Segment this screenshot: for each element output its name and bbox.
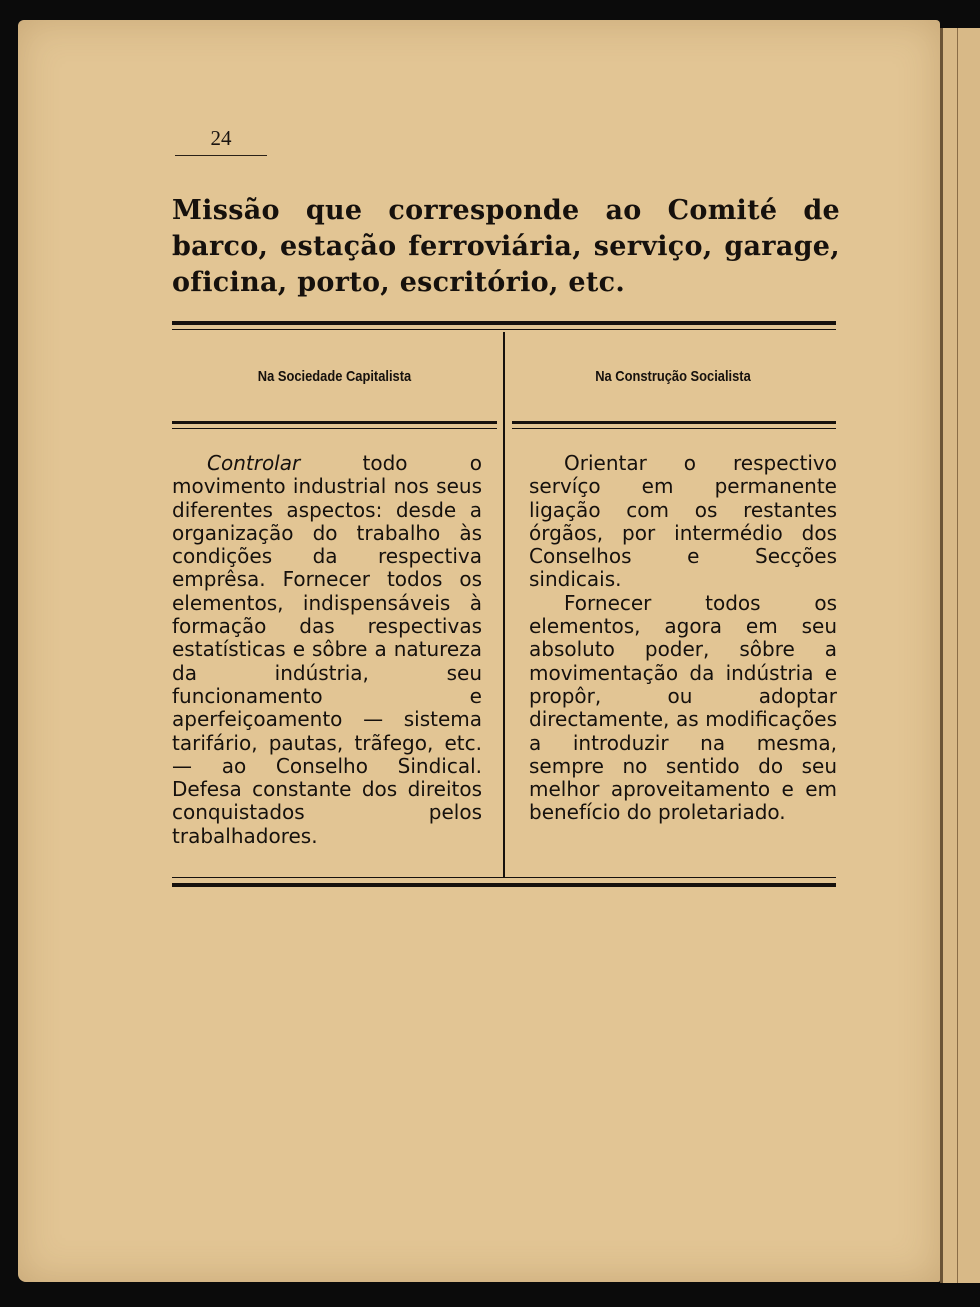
left-column-text [172, 452, 482, 848]
left-paragraph [172, 452, 482, 848]
right-header-rule [512, 421, 836, 424]
left-header-rule [172, 421, 497, 424]
bottom-rule-thin [172, 877, 836, 878]
page-number: 24 [175, 126, 267, 156]
right-paragraph-2: Fornecer todos os elementos, agora em seu absoluto poder, sôbre a movimentação da indústria e propôr, ou adoptar directamente, as modificações a introduzir na mesma, sempre no sentido do seu melhor aproveitamento e em benefício do proletariado. [529, 590, 837, 825]
page-edge [940, 28, 980, 1283]
right-paragraph-1: Orientar o respectivo servíço em permanente ligação com os restantes órgãos, por intermédio dos Conselhos e Secções sindicais. [529, 451, 837, 592]
left-body: todo o movimento industrial nos seus diferentes aspectos: desde a organização do trabalho às condições da respectiva emprêsa. Fornecer todos os elementos, indispensáveis à formação das respectivas estatísticas e sôbre a natureza da indústria, seu funcionamento e aperfeiçoamento — sistema tarifário, pautas, trãfego, etc. — ao Conselho Sindical. Defesa constante dos direitos conquistados pelos trabalhadores. [172, 451, 482, 848]
left-column-header: Na Sociedade Capitalista [257, 368, 412, 385]
right-column-header: Na Construção Socialista [595, 368, 751, 385]
right-header-rule-thin [512, 428, 836, 429]
bottom-rule-thick [172, 883, 836, 887]
left-lead-word: Controlar [207, 451, 301, 475]
top-rule-thick [172, 321, 836, 325]
column-divider [503, 332, 505, 877]
left-header-rule-thin [172, 428, 497, 429]
right-column-text [529, 452, 837, 825]
top-rule-thin [172, 329, 836, 330]
section-heading: Missão que corresponde ao Comité de barco, estação ferroviária, serviço, garage, oficina, porto, escritório, etc. [172, 195, 840, 298]
